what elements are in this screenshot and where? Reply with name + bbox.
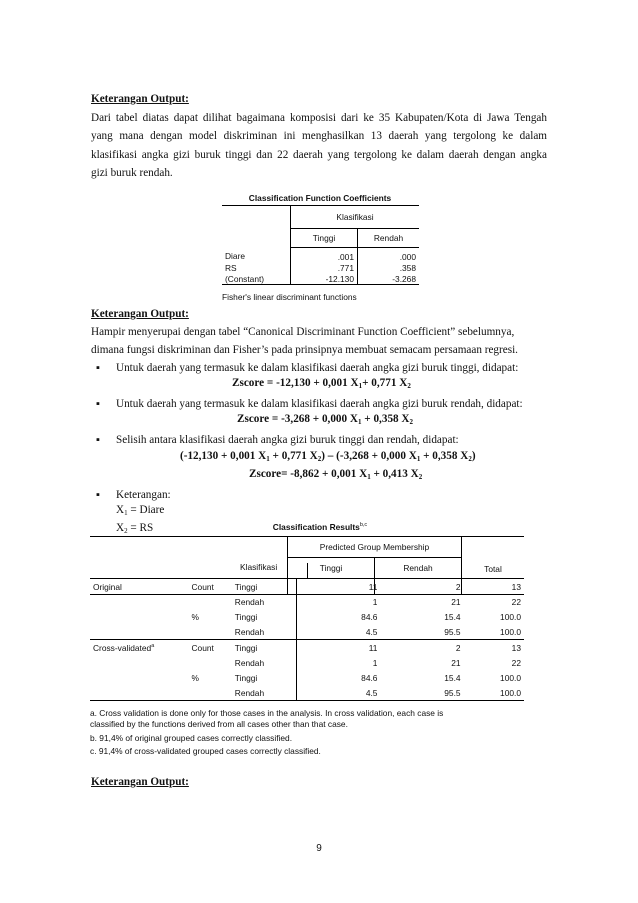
table2-cross-sup: a	[151, 642, 155, 649]
eq-part: + 0,771 X	[362, 377, 408, 389]
section1-line-1: Dari tabel diatas dapat dilihat bagaimana komposisi dari ke 35 Kabupaten/Kota di Jawa Tengah	[91, 111, 547, 124]
table-row	[222, 262, 419, 273]
table1-cell: -3.268	[358, 273, 420, 285]
table2-cell: 84.6	[361, 672, 378, 683]
table2-class-label: Rendah	[232, 685, 297, 701]
var-sub: 2	[124, 527, 128, 535]
table2-cell: 2	[380, 640, 463, 656]
var-part: = RS	[127, 522, 154, 534]
table-row	[90, 594, 524, 609]
equation-3	[180, 450, 476, 463]
bullet-icon: ▪	[96, 489, 100, 501]
var-part: X	[116, 504, 125, 516]
section2	[91, 305, 551, 359]
table2-cell: 15.4	[444, 672, 461, 683]
table2-cross-text: Cross-validated	[93, 642, 152, 653]
table2-cell: 1	[372, 657, 378, 668]
bullet-4-text: Keterangan:	[116, 489, 171, 501]
section1-line-3: klasifikasi angka gizi buruk tinggi dan 22 daerah yang tergolong ke dalam daerah dengan angka	[91, 148, 547, 161]
bullet-4	[96, 486, 556, 504]
eq-part: Zscore= -8,862 + 0,001 X	[249, 468, 368, 480]
table2-cell: 21	[451, 596, 461, 607]
table1-col-tinggi: Tinggi	[291, 229, 358, 248]
table1-group-header: Klasifikasi	[291, 206, 420, 229]
table2-count-label: Count	[189, 640, 232, 656]
section2-line-1: Hampir menyerupai dengan tabel “Canonical Discriminant Function Coefficient” sebelumnya,	[91, 326, 515, 338]
eq-part: ) – (-3,268 + 0,000 X	[321, 450, 417, 462]
page-number: 9	[316, 843, 322, 854]
table2-cell: 100.0	[500, 611, 521, 622]
table2-cell: 95.5	[380, 685, 463, 701]
table1-row-label: (Constant)	[222, 273, 291, 285]
bullet-3-text: Selisih antara klasifikasi daerah angka gizi buruk tinggi dan rendah, didapat:	[116, 434, 459, 446]
table2-cell: 22	[511, 596, 521, 607]
table-row	[90, 579, 524, 595]
table-row	[90, 655, 524, 670]
table2-class-label: Tinggi	[232, 609, 297, 624]
eq-sub: 2	[407, 382, 411, 390]
table2-title-sup: b,c	[359, 522, 368, 529]
bullet-icon: ▪	[96, 362, 100, 374]
table-row	[90, 670, 524, 685]
classification-results-body	[90, 563, 524, 578]
equation-2	[237, 413, 413, 426]
bullet-icon: ▪	[96, 434, 100, 446]
var-part: X	[116, 522, 125, 534]
eq-sub: 2	[317, 455, 322, 463]
table1-cell: .771	[291, 262, 358, 273]
eq-sub: 2	[468, 455, 472, 463]
classification-results-rows	[90, 578, 524, 701]
table2-cell: 15.4	[444, 611, 461, 622]
table2-original-label: Original	[90, 579, 189, 595]
variable-x1	[116, 504, 164, 517]
eq-sub: 2	[409, 418, 414, 426]
table2-class-label: Tinggi	[232, 640, 297, 656]
table2-pct-label: %	[191, 611, 199, 622]
bullet-3	[96, 431, 556, 449]
table2-cell: 11	[297, 579, 381, 595]
table1-title: Classification Function Coefficients	[248, 193, 392, 203]
table2-class-label: Rendah	[232, 655, 297, 670]
table2-cell: 13	[464, 579, 524, 595]
table2-cell: 21	[451, 657, 461, 668]
equation-4	[249, 468, 422, 481]
table2-cell: 100.0	[464, 685, 524, 701]
table2-note-b: b. 91,4% of original grouped cases correctly classified.	[90, 733, 293, 743]
table2-note-a-2: classified by the functions derived from all cases other than that case.	[90, 719, 348, 729]
section3-heading: Keterangan Output:	[91, 776, 189, 788]
table2-title-text: Classification Results	[272, 522, 360, 532]
bullet-2	[96, 395, 556, 413]
eq-part: + 0,358 X	[420, 450, 469, 462]
table2-cell: 84.6	[361, 611, 378, 622]
table1-col-rendah: Rendah	[358, 229, 420, 248]
section2-heading: Keterangan Output:	[91, 308, 189, 320]
table1-caption: Fisher's linear discriminant functions	[222, 292, 357, 302]
section2-line-2: dimana fungsi diskriminan dan Fisher’s pada prinsipnya membuat semacam persamaan regresi.	[91, 344, 518, 356]
table2-col-tinggi: Tinggi	[288, 558, 375, 579]
table2-class-label: Tinggi	[232, 579, 297, 595]
var-part: = Diare	[127, 504, 165, 516]
bullet-1	[96, 359, 556, 377]
section1-heading: Keterangan Output:	[91, 93, 189, 105]
table2-note-c: c. 91,4% of cross-validated grouped cases correctly classified.	[90, 746, 321, 756]
table2-cell: 100.0	[500, 672, 521, 683]
eq-sub: 2	[418, 473, 423, 481]
eq-part: + 0,413 X	[370, 468, 419, 480]
eq-sub: 1	[266, 455, 270, 463]
eq-part: (-12,130 + 0,001 X	[180, 450, 267, 462]
variable-x2	[116, 522, 153, 535]
eq-sub: 1	[416, 455, 421, 463]
eq-part: Zscore = -3,268 + 0,000 X	[237, 413, 358, 425]
section1-line-2: yang mana dengan model diskriminan ini menghasilkan 13 daerah yang tergolong ke dalam	[91, 130, 547, 143]
table2-cell: 4.5	[365, 626, 378, 637]
table2-cell: 13	[464, 640, 524, 656]
table-row	[222, 273, 419, 285]
classification-function-table	[222, 205, 419, 285]
table2-col-klasifikasi: Klasifikasi	[240, 562, 278, 572]
table2-col-total: Total	[462, 537, 525, 579]
table2-title	[150, 522, 490, 532]
table2-cell: 11	[297, 640, 381, 656]
equation-1	[232, 377, 411, 390]
bullet-2-text: Untuk daerah yang termasuk ke dalam klasifikasi daerah angka gizi buruk rendah, didapat:	[116, 398, 523, 410]
table1-cell: .358	[399, 262, 416, 273]
table2-cell: 1	[372, 596, 378, 607]
table1-cell: .001	[291, 248, 358, 263]
eq-sub: 1	[358, 418, 362, 426]
table-row	[90, 685, 524, 701]
table2-pct-label: %	[191, 672, 199, 683]
var-sub: 1	[124, 509, 128, 517]
table2-cell: 4.5	[297, 685, 381, 701]
table1-cell: -12.130	[291, 273, 358, 285]
table2-col-rendah: Rendah	[375, 558, 462, 579]
section1-line-4: gizi buruk rendah.	[91, 167, 173, 180]
table2-cell: 100.0	[500, 626, 521, 637]
table2-cell: 95.5	[444, 626, 461, 637]
table-row	[90, 640, 524, 656]
section1	[91, 90, 547, 183]
eq-sub: 1	[367, 473, 371, 481]
table2-note-a-1: a. Cross validation is done only for those cases in the analysis. In cross validation, each case is	[90, 708, 444, 718]
table2-cell: 22	[511, 657, 521, 668]
eq-part: + 0,358 X	[361, 413, 410, 425]
bullet-1-text: Untuk daerah yang termasuk ke dalam klasifikasi daerah angka gizi buruk tinggi, didapat:	[116, 362, 519, 374]
table1-cell: .000	[399, 251, 416, 262]
eq-part: )	[471, 450, 476, 462]
table2-class-label: Rendah	[232, 594, 297, 609]
table2-cell: 2	[380, 579, 463, 595]
eq-sub: 1	[358, 382, 363, 390]
table-row	[222, 248, 419, 263]
eq-part: Zscore = -12,130 + 0,001 X	[232, 377, 359, 389]
table2-class-label: Tinggi	[232, 670, 297, 685]
table2-cross-label	[90, 640, 189, 656]
table2-class-label: Rendah	[232, 624, 297, 640]
eq-part: + 0,771 X	[269, 450, 318, 462]
table1-row-label: Diare	[222, 248, 291, 263]
bullet-icon: ▪	[96, 398, 100, 410]
table-row	[90, 624, 524, 640]
table2-count-label: Count	[189, 579, 232, 595]
table1-row-label: RS	[222, 262, 291, 273]
table-row	[90, 609, 524, 624]
table2-pred-header: Predicted Group Membership	[288, 537, 462, 558]
section3	[91, 773, 547, 792]
